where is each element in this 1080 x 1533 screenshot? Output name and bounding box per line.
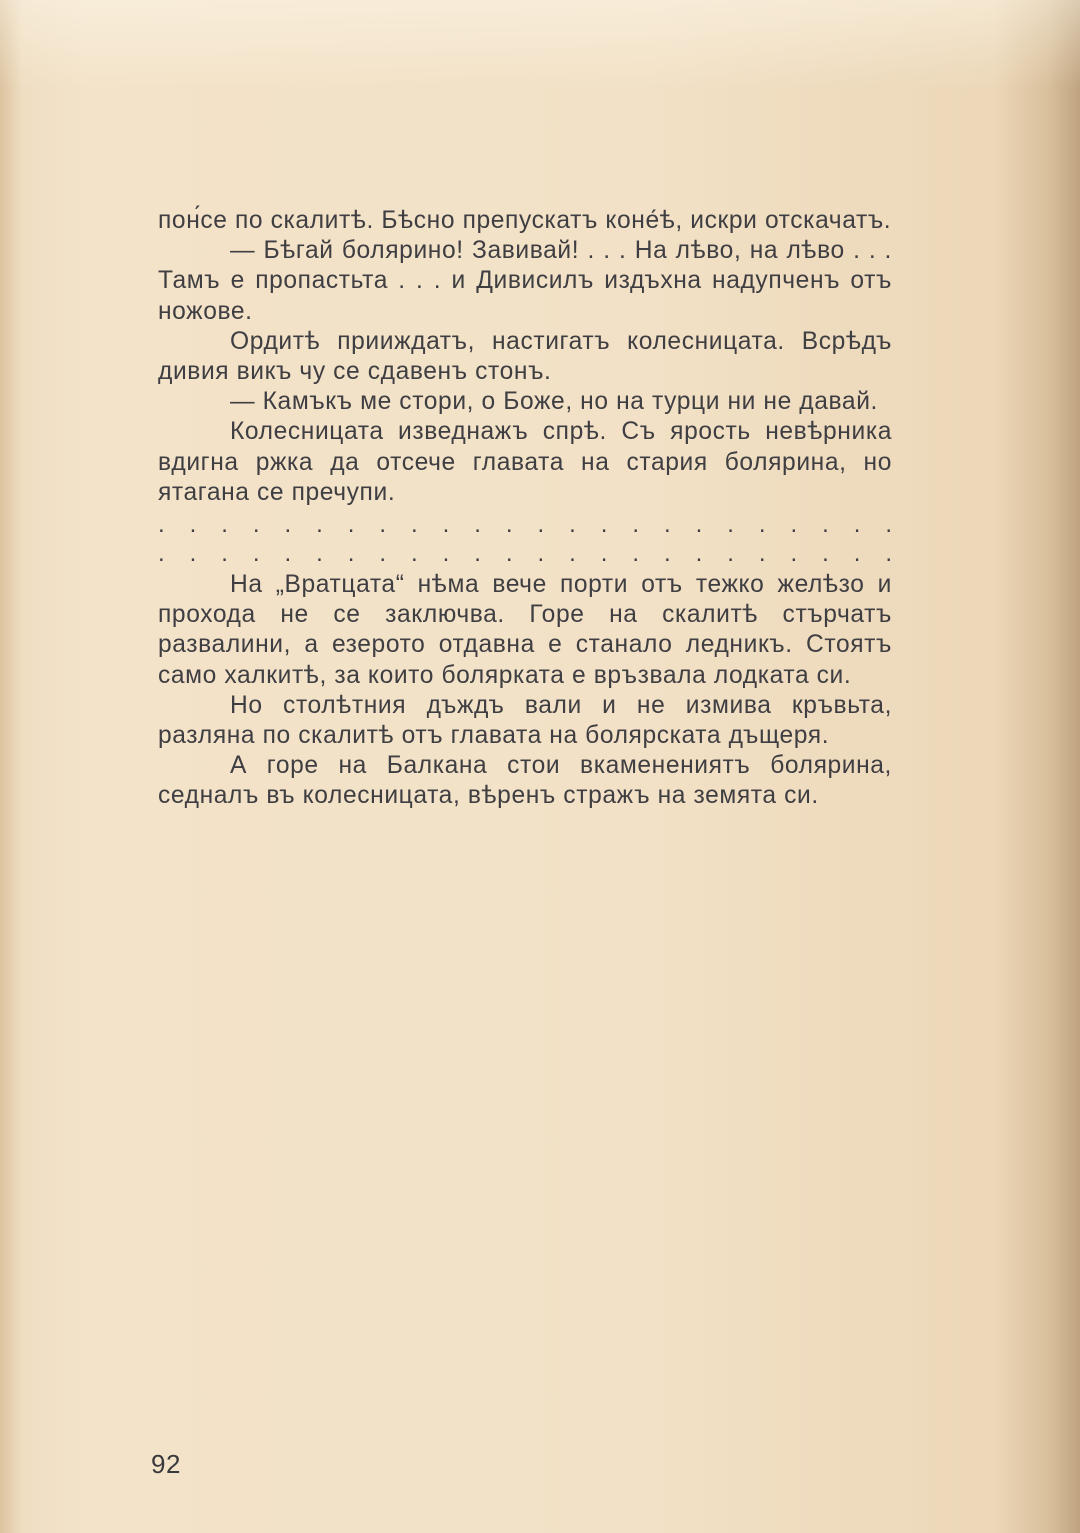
paragraph: — Камъкъ ме стори, о Боже, но на турци ни не давай.: [230, 388, 878, 416]
body-text: [158, 206, 892, 812]
page-number: 92: [151, 1449, 181, 1479]
paragraph: Колесницата изведнажъ спрѣ. Съ ярость невѣрника вдигна ржка да отсече главата на стария болярина, но ятагана се пречупи.: [158, 418, 892, 506]
paragraph: А горе на Балкана стои вкаменениятъ болярина, седналъ въ колесницата, вѣренъ стражъ на земята си.: [158, 752, 892, 810]
dot-row: . . . . . . . . . . . . . . . . . . . . . . . .: [158, 511, 892, 539]
paragraph: Но столѣтния дъждъ вали и не измива кръвьта, разляна по скалитѣ отъ главата на болярската дъщеря.: [158, 691, 892, 750]
paragraph: — Бѣгай болярино! Завивай! . . . На лѣво, на лѣво . . . Тамъ е пропастьта . . . и Дивисилъ издъхна надупченъ отъ ножове.: [158, 237, 892, 325]
paragraph: пон́се по скалитѣ. Бѣсно препускатъ коне́ѣ, искри отскачатъ.: [158, 207, 892, 234]
paragraph: На „Вратцата“ нѣма вече порти отъ тежко желѣзо и прохода не се заключва. Горе на скалитѣ стърчатъ развалини, а езерото отдавна е станало ледникъ. Стоятъ само халкитѣ, за които болярката е връзвала лодката си.: [158, 571, 892, 689]
dot-row: . . . . . . . . . . . . . . . . . . . . . . . .: [158, 540, 892, 568]
paragraph: Ордитѣ прииждатъ, настигатъ колесницата. Всрѣдъ дивия викъ чу се сдавенъ стонъ.: [158, 327, 892, 386]
ellipsis-separator: [158, 510, 892, 568]
